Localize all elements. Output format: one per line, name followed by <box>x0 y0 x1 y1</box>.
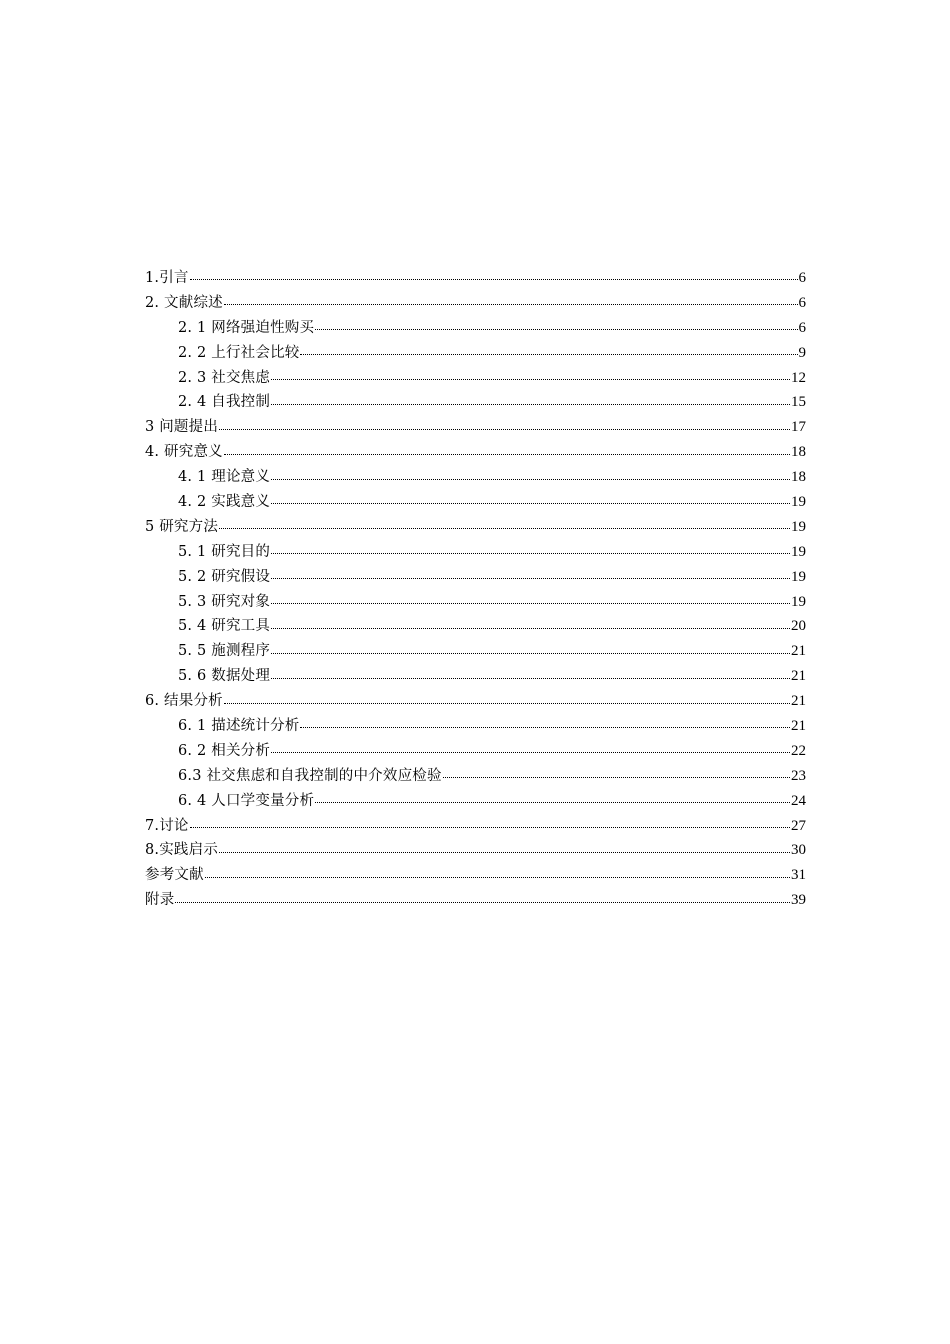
toc-entry-label: 2. 文献综述 <box>145 294 223 311</box>
toc-dot-leader <box>271 677 790 679</box>
toc-entry-label: 6.3 社交焦虑和自我控制的中介效应检验 <box>178 767 442 784</box>
toc-entry[interactable] <box>145 341 806 366</box>
toc-entry-page-number: 19 <box>791 593 806 610</box>
toc-entry-label: 5. 3 研究对象 <box>178 593 271 610</box>
toc-entry[interactable] <box>145 440 806 465</box>
toc-dot-leader <box>271 602 790 604</box>
toc-entry-label: 7.讨论 <box>145 817 189 834</box>
toc-entry[interactable] <box>145 714 806 739</box>
toc-entry[interactable] <box>145 639 806 664</box>
toc-entry-page-number: 17 <box>791 419 806 436</box>
toc-entry-page-number: 24 <box>791 792 806 809</box>
toc-entry[interactable] <box>145 490 806 515</box>
toc-entry-label: 5. 1 研究目的 <box>178 543 271 560</box>
toc-entry-label: 1.引言 <box>145 270 189 286</box>
toc-entry-label: 6. 2 相关分析 <box>178 742 271 759</box>
toc-entry[interactable] <box>145 590 806 615</box>
toc-dot-leader <box>271 751 790 753</box>
toc-dot-leader <box>224 303 798 305</box>
toc-entry-label: 5. 2 研究假设 <box>178 568 271 585</box>
toc-dot-leader <box>219 851 790 853</box>
toc-entry-label: 6. 1 描述统计分析 <box>178 718 300 735</box>
toc-entry[interactable] <box>145 291 806 316</box>
toc-dot-leader <box>300 726 790 728</box>
toc-dot-leader <box>271 552 790 554</box>
toc-entry-page-number: 27 <box>791 817 806 834</box>
toc-dot-leader <box>271 652 790 654</box>
toc-entry-page-number: 30 <box>791 842 806 859</box>
toc-dot-leader <box>190 278 798 280</box>
toc-entry-page-number: 6 <box>798 319 806 336</box>
toc-entry[interactable] <box>145 789 806 814</box>
toc-entry[interactable] <box>145 266 806 291</box>
toc-dot-leader <box>315 328 797 330</box>
toc-entry-page-number: 6 <box>798 294 806 311</box>
toc-entry[interactable] <box>145 565 806 590</box>
toc-entry-label: 5. 4 研究工具 <box>178 618 271 635</box>
toc-dot-leader <box>224 453 790 455</box>
toc-entry-page-number: 21 <box>791 668 806 685</box>
toc-entry-label: 6. 结果分析 <box>145 693 223 710</box>
toc-entry-page-number: 39 <box>791 892 806 909</box>
toc-entry-label: 参考文献 <box>145 867 204 884</box>
toc-dot-leader <box>271 378 790 380</box>
toc-entry-label: 5 研究方法 <box>145 518 219 535</box>
toc-dot-leader <box>205 876 790 878</box>
toc-entry[interactable] <box>145 390 806 415</box>
toc-entry-page-number: 19 <box>791 568 806 585</box>
toc-entry-label: 4. 1 理论意义 <box>178 469 271 486</box>
toc-entry-page-number: 21 <box>791 693 806 710</box>
toc-entry[interactable] <box>145 465 806 490</box>
toc-entry[interactable] <box>145 316 806 341</box>
toc-entry[interactable] <box>145 863 806 888</box>
table-of-contents <box>145 266 806 913</box>
toc-dot-leader <box>219 428 790 430</box>
toc-entry-label: 4. 研究意义 <box>145 444 223 461</box>
toc-dot-leader <box>271 502 790 504</box>
toc-entry-page-number: 18 <box>791 444 806 461</box>
toc-entry-label: 5. 5 施测程序 <box>178 643 271 660</box>
toc-entry[interactable] <box>145 689 806 714</box>
toc-entry[interactable] <box>145 814 806 839</box>
toc-entry-page-number: 6 <box>798 270 806 286</box>
toc-entry-label: 6. 4 人口学变量分析 <box>178 792 315 809</box>
toc-entry[interactable] <box>145 838 806 863</box>
toc-entry[interactable] <box>145 888 806 913</box>
toc-entry-page-number: 19 <box>791 494 806 511</box>
toc-dot-leader <box>190 826 790 828</box>
toc-entry-label: 附录 <box>145 892 175 909</box>
toc-entry-label: 3 问题提出 <box>145 419 219 436</box>
toc-entry-page-number: 18 <box>791 469 806 486</box>
toc-entry-label: 2. 1 网络强迫性购买 <box>178 319 315 336</box>
toc-dot-leader <box>175 901 790 903</box>
toc-entry-page-number: 31 <box>791 867 806 884</box>
toc-entry[interactable] <box>145 739 806 764</box>
toc-dot-leader <box>219 527 790 529</box>
toc-entry-page-number: 19 <box>791 518 806 535</box>
toc-entry-page-number: 22 <box>791 742 806 759</box>
toc-entry-label: 2. 2 上行社会比较 <box>178 344 300 361</box>
toc-entry[interactable] <box>145 366 806 391</box>
toc-dot-leader <box>271 403 790 405</box>
toc-entry-page-number: 19 <box>791 543 806 560</box>
toc-entry-page-number: 20 <box>791 618 806 635</box>
toc-entry-label: 8.实践启示 <box>145 842 219 859</box>
toc-entry[interactable] <box>145 540 806 565</box>
toc-entry[interactable] <box>145 515 806 540</box>
toc-entry[interactable] <box>145 664 806 689</box>
toc-dot-leader <box>271 627 790 629</box>
toc-dot-leader <box>224 702 790 704</box>
toc-entry-page-number: 9 <box>798 344 806 361</box>
toc-entry-label: 2. 4 自我控制 <box>178 394 271 411</box>
toc-entry[interactable] <box>145 614 806 639</box>
toc-entry-page-number: 23 <box>791 767 806 784</box>
toc-dot-leader <box>271 577 790 579</box>
toc-entry-label: 2. 3 社交焦虑 <box>178 369 271 386</box>
toc-entry-label: 4. 2 实践意义 <box>178 494 271 511</box>
toc-entry-page-number: 21 <box>791 643 806 660</box>
toc-dot-leader <box>300 353 797 355</box>
toc-entry-page-number: 21 <box>791 718 806 735</box>
toc-entry-label: 5. 6 数据处理 <box>178 668 271 685</box>
toc-entry-page-number: 12 <box>791 369 806 386</box>
toc-entry-page-number: 15 <box>791 394 806 411</box>
toc-dot-leader <box>271 478 790 480</box>
toc-entry[interactable] <box>145 764 806 789</box>
toc-entry[interactable] <box>145 415 806 440</box>
toc-dot-leader <box>315 801 790 803</box>
toc-dot-leader <box>443 776 790 778</box>
